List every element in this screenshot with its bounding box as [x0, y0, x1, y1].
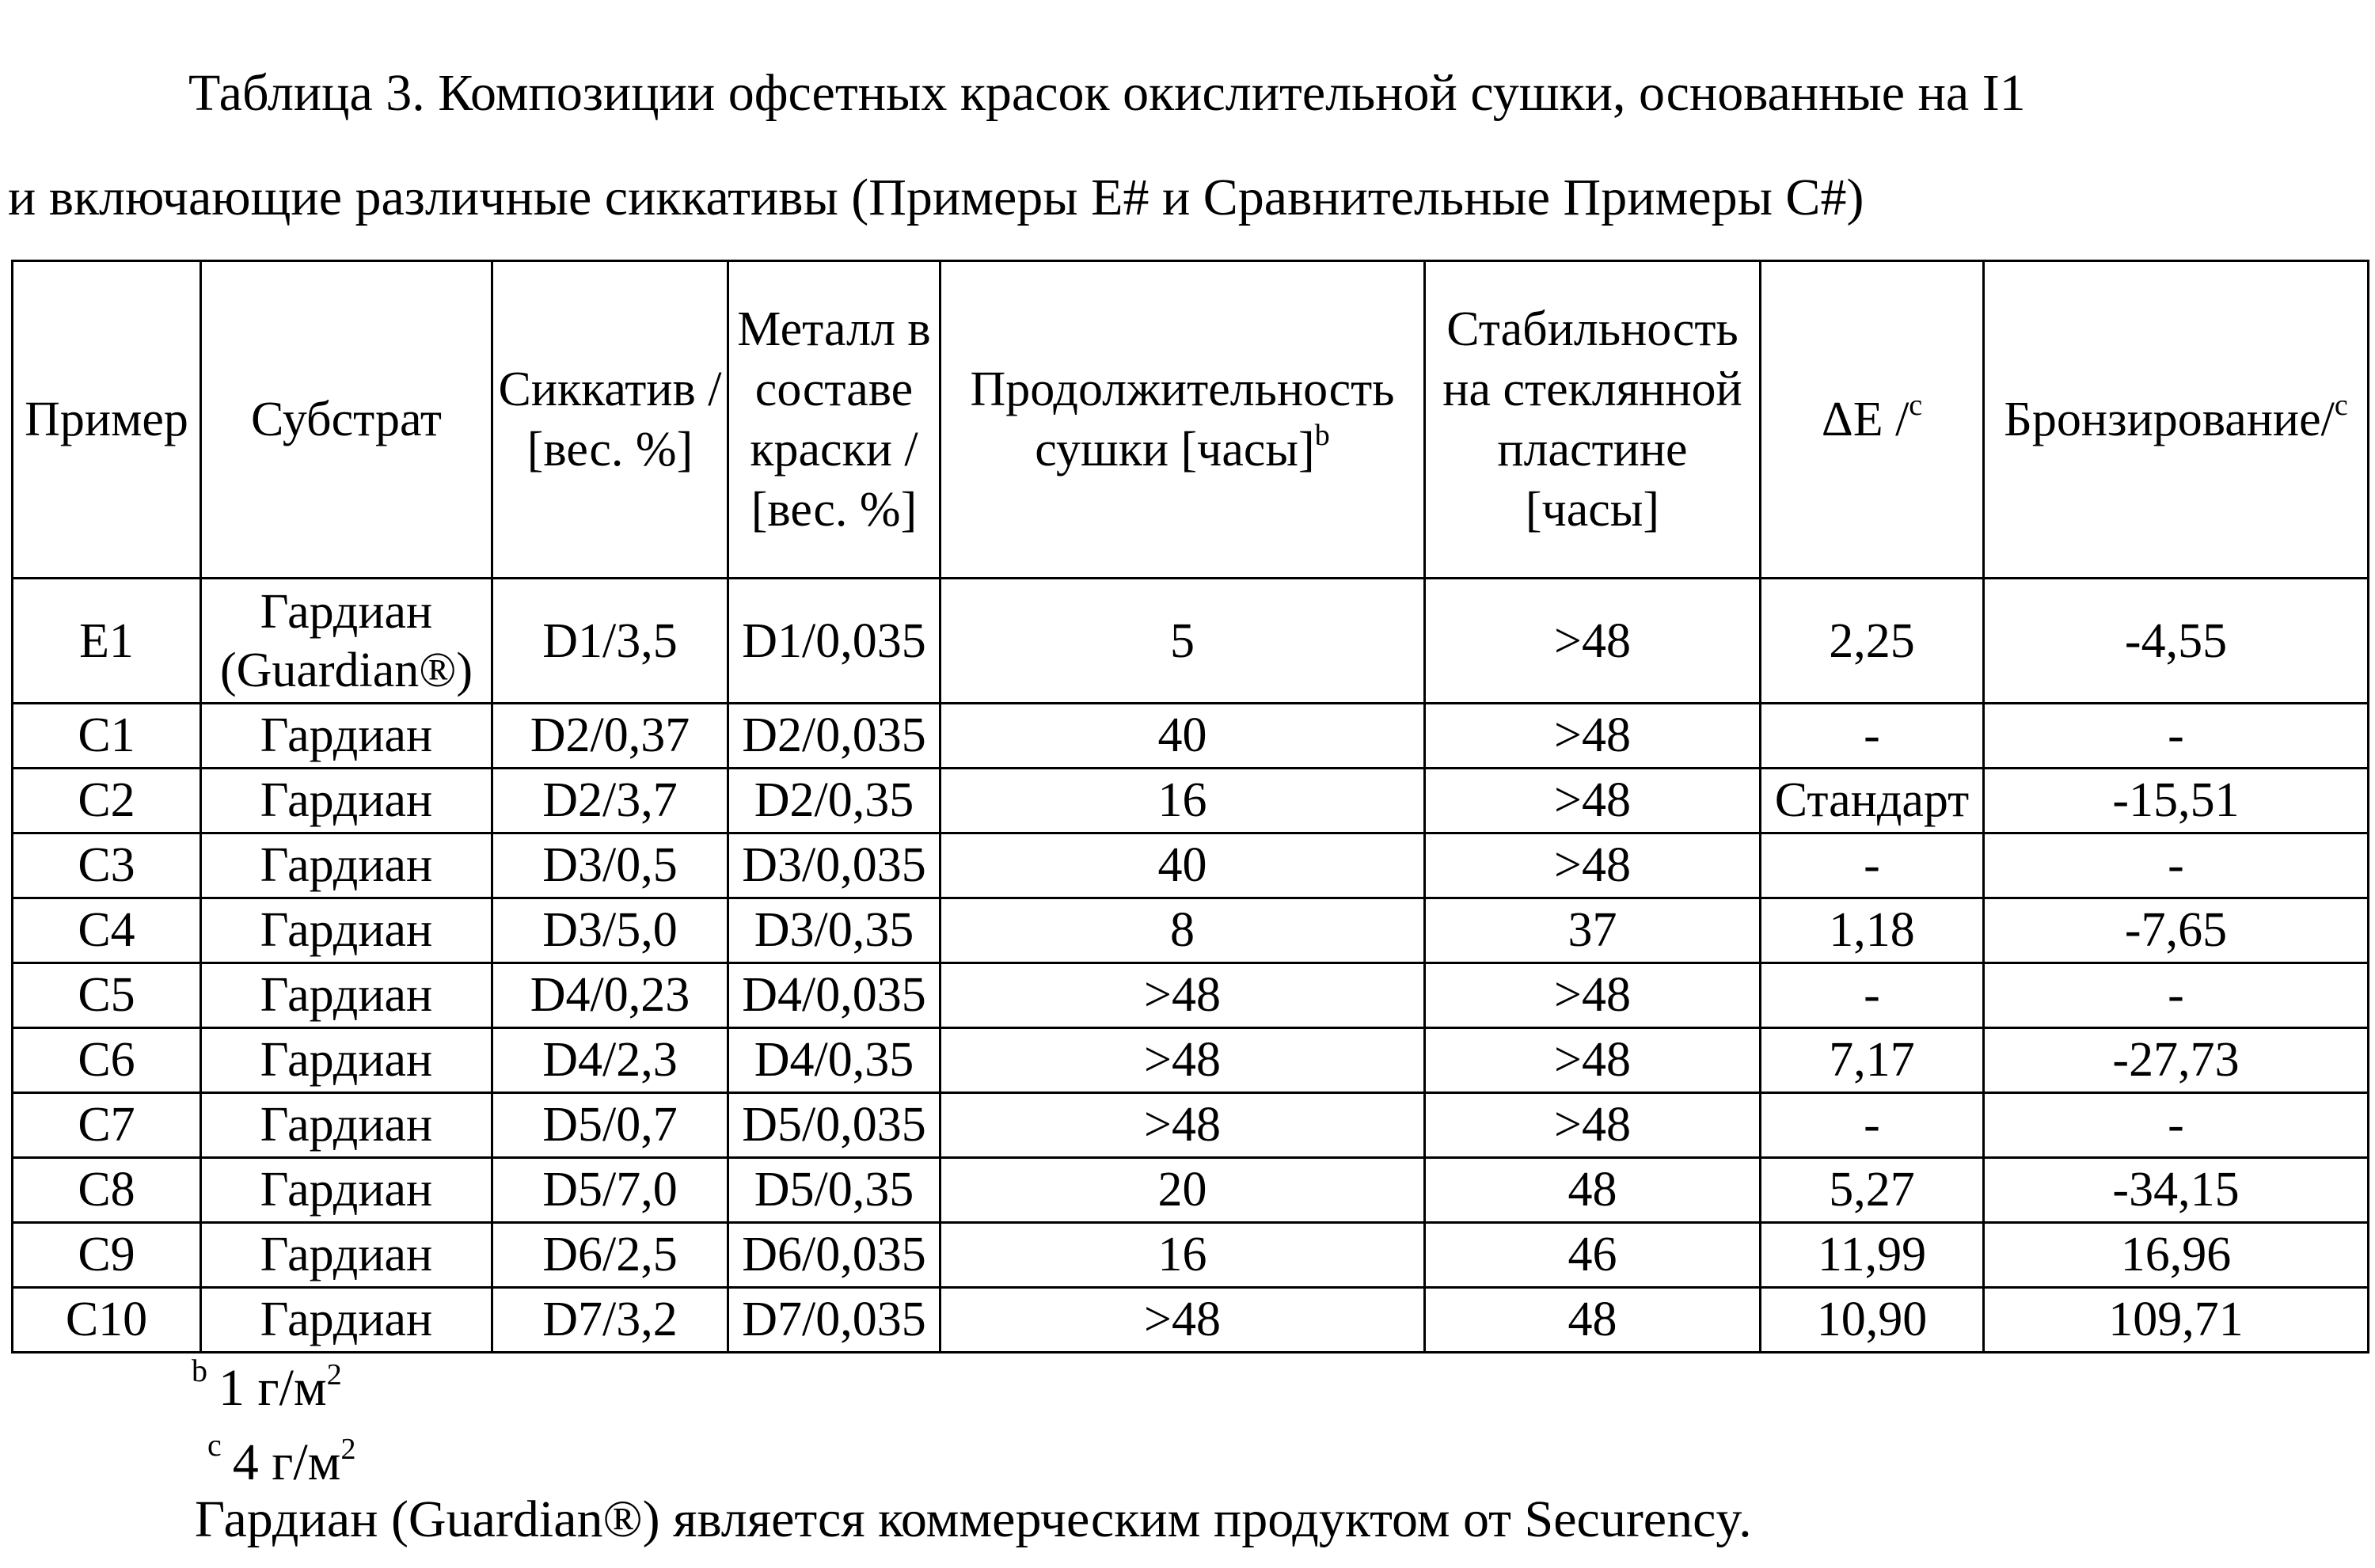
table-cell-drying-time: >48 [940, 1288, 1425, 1353]
column-header-text: Пример [25, 393, 188, 446]
table-row [13, 833, 2369, 898]
table-cell-drying-time: >48 [940, 1093, 1425, 1158]
table-cell-siccative: D4/2,3 [492, 1028, 728, 1093]
column-header-drying-time [940, 261, 1425, 579]
table-cell-bronzing: - [1984, 963, 2369, 1028]
column-header-text: Сиккатив / [вес. %] [498, 363, 722, 476]
table-cell-metal-content: D3/0,35 [728, 898, 940, 963]
footnote-c [207, 1427, 356, 1494]
table-cell-metal-content: D3/0,035 [728, 833, 940, 898]
table-cell-siccative: D3/5,0 [492, 898, 728, 963]
column-header-text: Бронзирование/ [2004, 393, 2335, 446]
table-cell-metal-content: D7/0,035 [728, 1288, 940, 1353]
table-cell-substrate: Гардиан [201, 1158, 492, 1223]
table-cell-substrate: Гардиан [201, 1028, 492, 1093]
table-cell-metal-content: D5/0,035 [728, 1093, 940, 1158]
table-cell-glass-plate-stability: >48 [1425, 579, 1761, 704]
table-row [13, 898, 2369, 963]
table-cell-example: C9 [13, 1223, 201, 1288]
table-row [13, 1288, 2369, 1353]
table-cell-siccative: D2/0,37 [492, 704, 728, 769]
table-cell-delta-e: 10,90 [1761, 1288, 1984, 1353]
column-header-text: Металл в составе краски / [вес. %] [737, 302, 931, 537]
table-cell-glass-plate-stability: >48 [1425, 1093, 1761, 1158]
table-row [13, 1223, 2369, 1288]
table-cell-bronzing: -7,65 [1984, 898, 2369, 963]
table-cell-drying-time: >48 [940, 1028, 1425, 1093]
table-cell-bronzing: -27,73 [1984, 1028, 2369, 1093]
column-header-text: Продолжительность сушки [часы] [970, 363, 1395, 476]
footnote-b-text: 1 г/м [218, 1359, 327, 1417]
column-header-glass-plate-stability [1425, 261, 1761, 579]
table-cell-siccative: D5/0,7 [492, 1093, 728, 1158]
column-header-text: Стабильность на стеклянной пластине [часы] [1442, 302, 1742, 537]
table-cell-glass-plate-stability: >48 [1425, 963, 1761, 1028]
ink-compositions-table [11, 260, 2369, 1353]
footnote-c-mark: c [207, 1427, 222, 1463]
table-cell-bronzing: - [1984, 833, 2369, 898]
table-cell-metal-content: D4/0,35 [728, 1028, 940, 1093]
table-cell-drying-time: 8 [940, 898, 1425, 963]
table-cell-substrate: Гардиан [201, 898, 492, 963]
table-cell-drying-time: 16 [940, 769, 1425, 833]
table-cell-drying-time: 16 [940, 1223, 1425, 1288]
table-cell-substrate: Гардиан [201, 1288, 492, 1353]
table-cell-delta-e: Стандарт [1761, 769, 1984, 833]
footnote-b [192, 1353, 342, 1420]
table-row [13, 1158, 2369, 1223]
table-cell-glass-plate-stability: >48 [1425, 833, 1761, 898]
table-cell-bronzing: -4,55 [1984, 579, 2369, 704]
table-cell-siccative: D1/3,5 [492, 579, 728, 704]
table-cell-drying-time: 5 [940, 579, 1425, 704]
table-cell-siccative: D5/7,0 [492, 1158, 728, 1223]
table-cell-bronzing: -34,15 [1984, 1158, 2369, 1223]
table-caption-line-2: и включающие различные сиккативы (Примеры E# и Сравнительные Примеры C#) [8, 169, 1864, 226]
table-row [13, 579, 2369, 704]
table-header-row [13, 261, 2369, 579]
table-cell-example: C8 [13, 1158, 201, 1223]
table-cell-drying-time: 40 [940, 704, 1425, 769]
table-body [13, 579, 2369, 1353]
table-cell-siccative: D7/3,2 [492, 1288, 728, 1353]
table-cell-metal-content: D2/0,035 [728, 704, 940, 769]
table-cell-substrate: Гардиан [201, 1223, 492, 1288]
table-cell-metal-content: D4/0,035 [728, 963, 940, 1028]
footnote-b-mark: b [192, 1353, 207, 1388]
table-cell-delta-e: - [1761, 704, 1984, 769]
table-cell-example: C7 [13, 1093, 201, 1158]
table-cell-drying-time: 40 [940, 833, 1425, 898]
table-caption-line-1: Таблица 3. Композиции офсетных красок окислительной сушки, основанные на I1 [188, 64, 2026, 122]
column-header-footnote-mark: c [1909, 389, 1923, 422]
table-cell-metal-content: D5/0,35 [728, 1158, 940, 1223]
table-cell-delta-e: 5,27 [1761, 1158, 1984, 1223]
column-header-substrate [201, 261, 492, 579]
table-cell-example: C10 [13, 1288, 201, 1353]
table-cell-substrate: Гардиан [201, 769, 492, 833]
table-row [13, 704, 2369, 769]
table-cell-substrate: Гардиан [201, 833, 492, 898]
table-cell-delta-e: - [1761, 1093, 1984, 1158]
table-cell-bronzing: - [1984, 1093, 2369, 1158]
table-cell-siccative: D6/2,5 [492, 1223, 728, 1288]
table-cell-example: C1 [13, 704, 201, 769]
table-cell-glass-plate-stability: >48 [1425, 704, 1761, 769]
footnote-c-sup: 2 [340, 1433, 356, 1466]
table-cell-bronzing: -15,51 [1984, 769, 2369, 833]
table-cell-glass-plate-stability: 48 [1425, 1158, 1761, 1223]
column-header-metal-content [728, 261, 940, 579]
table-cell-delta-e: 11,99 [1761, 1223, 1984, 1288]
footnote-guardian: Гардиан (Guardian®) является коммерческим продуктом от Securency. [195, 1490, 1752, 1548]
column-header-text: ΔE / [1821, 393, 1910, 446]
table-cell-glass-plate-stability: >48 [1425, 769, 1761, 833]
column-header-text: Субстрат [251, 393, 442, 446]
table-cell-metal-content: D2/0,35 [728, 769, 940, 833]
table-row [13, 1093, 2369, 1158]
table-cell-glass-plate-stability: 37 [1425, 898, 1761, 963]
table-cell-substrate: Гардиан [201, 704, 492, 769]
column-header-delta-e [1761, 261, 1984, 579]
table-cell-drying-time: 20 [940, 1158, 1425, 1223]
table-cell-glass-plate-stability: >48 [1425, 1028, 1761, 1093]
table-cell-delta-e: - [1761, 963, 1984, 1028]
table-cell-delta-e: 2,25 [1761, 579, 1984, 704]
table-cell-delta-e: 7,17 [1761, 1028, 1984, 1093]
table-cell-example: C3 [13, 833, 201, 898]
table-cell-glass-plate-stability: 46 [1425, 1223, 1761, 1288]
table-row [13, 963, 2369, 1028]
table-cell-substrate: Гардиан (Guardian®) [201, 579, 492, 704]
column-header-footnote-mark: c [2334, 389, 2348, 422]
table-cell-metal-content: D1/0,035 [728, 579, 940, 704]
footnote-b-sup: 2 [326, 1358, 342, 1391]
table-cell-glass-plate-stability: 48 [1425, 1288, 1761, 1353]
column-header-siccative [492, 261, 728, 579]
table-cell-substrate: Гардиан [201, 1093, 492, 1158]
table-cell-delta-e: - [1761, 833, 1984, 898]
footnote-c-text: 4 г/м [232, 1433, 341, 1491]
table-cell-example: C5 [13, 963, 201, 1028]
table-row [13, 769, 2369, 833]
table-cell-example: E1 [13, 579, 201, 704]
table-row [13, 1028, 2369, 1093]
table-cell-siccative: D2/3,7 [492, 769, 728, 833]
table-cell-delta-e: 1,18 [1761, 898, 1984, 963]
column-header-bronzing [1984, 261, 2369, 579]
table-cell-siccative: D4/0,23 [492, 963, 728, 1028]
table-cell-substrate: Гардиан [201, 963, 492, 1028]
table-cell-example: C2 [13, 769, 201, 833]
table-cell-bronzing: 16,96 [1984, 1223, 2369, 1288]
column-header-example [13, 261, 201, 579]
table-cell-example: C6 [13, 1028, 201, 1093]
table-cell-metal-content: D6/0,035 [728, 1223, 940, 1288]
table-cell-bronzing: 109,71 [1984, 1288, 2369, 1353]
table-cell-example: C4 [13, 898, 201, 963]
table-cell-siccative: D3/0,5 [492, 833, 728, 898]
table-cell-drying-time: >48 [940, 963, 1425, 1028]
column-header-footnote-mark: b [1314, 419, 1330, 452]
table-cell-bronzing: - [1984, 704, 2369, 769]
